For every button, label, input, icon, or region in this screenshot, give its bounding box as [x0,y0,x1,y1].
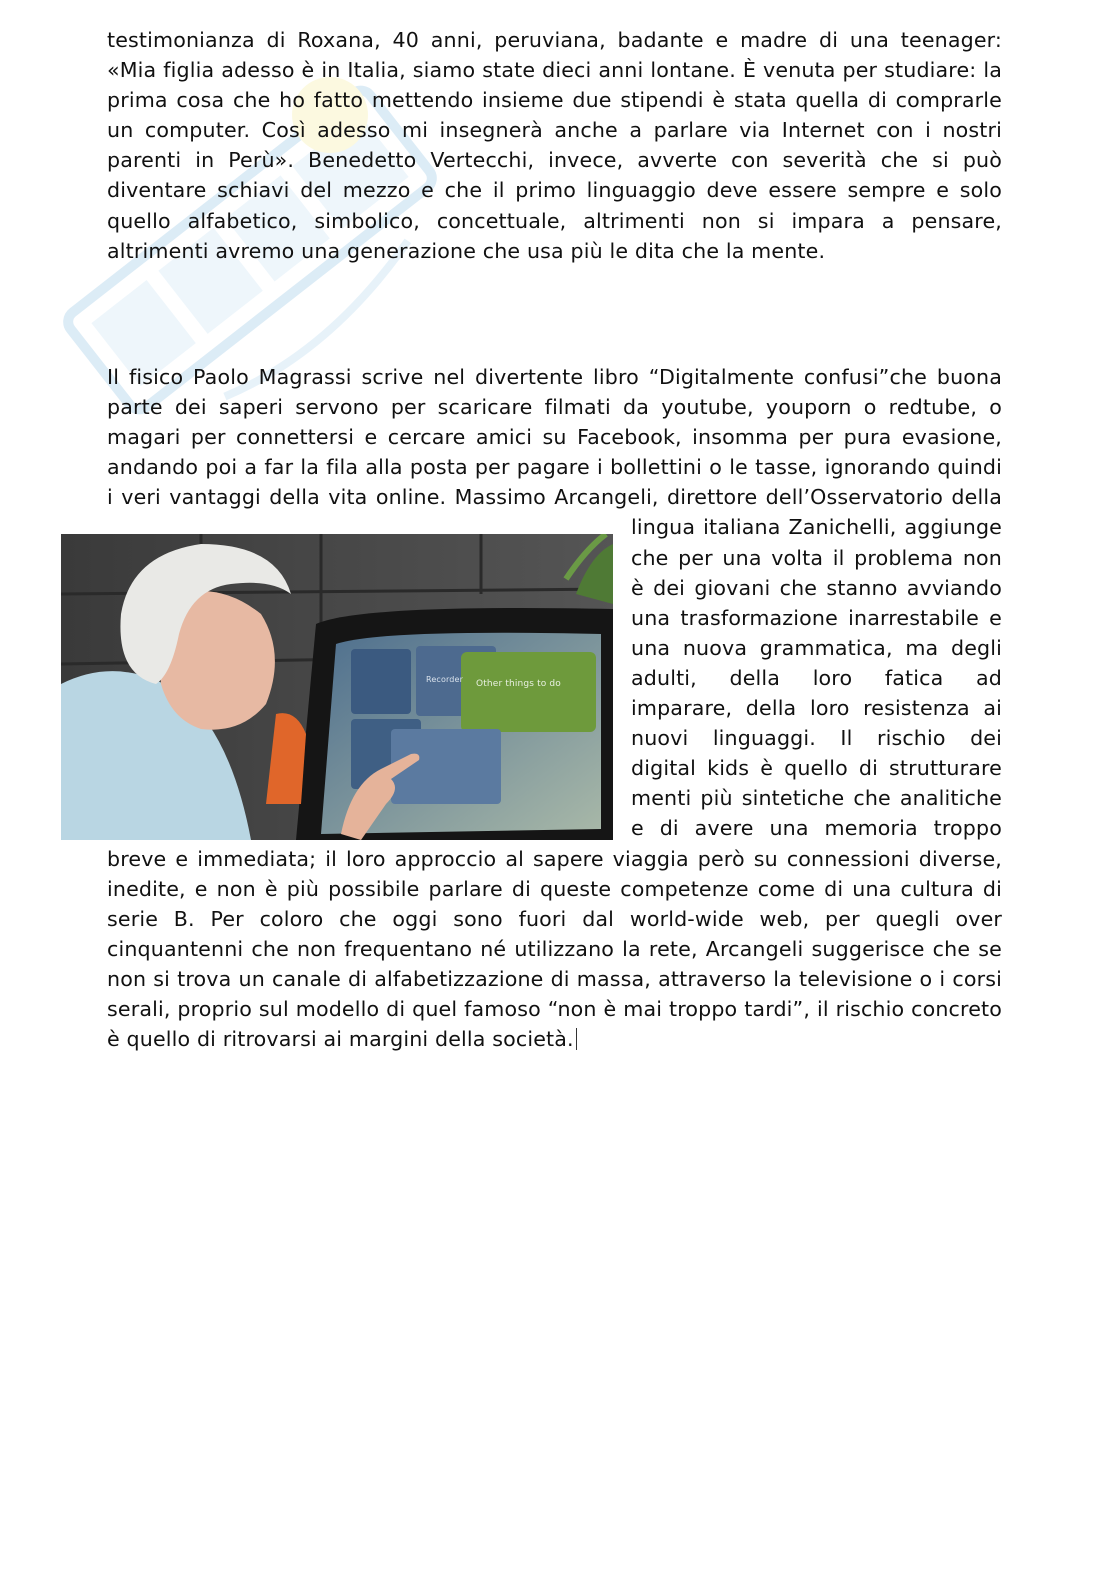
photo-illustration [61,534,613,840]
paragraph-1: testimonianza di Roxana, 40 anni, peruviana, badante e madre di una teenager: «Mia figlia adesso è in Italia, siamo state dieci anni lontane. È venuta per studiare: la prima cosa che ho fatto mettendo insieme due stipendi è stata quella di comprarle un computer. Così adesso mi insegnerà anche a parlare via Internet con i nostri parenti in Perù». Benedetto Vertecchi, invece, avverte con severità che si può diventare schiavi del mezzo e che il primo linguaggio deve essere sempre e solo quello alfabetico, simbolico, concettuale, altrimenti non si impara a pensare, altrimenti avremo una generazione che usa più le dita che la mente. [107,28,1002,263]
text-cursor [576,1028,577,1050]
screen-tile-1-label: Other things to do [476,679,561,690]
paragraph-2-part-1: Il fisico Paolo Magrassi scrive nel divertente libro “Digitalmente confusi”che buona parte dei saperi servono per scaricare filmati da youtube, youporn o redtube, o magari per connettersi e cercare amici su Facebook, insomma per pura evasione, andando poi a far la fila alla posta per pagare i bollettini o le tasse, ignorando quindi i veri vantaggi della vita online. Massimo Arcangeli, [107,365,1002,510]
photo-elderly-woman-touchscreen [61,534,613,840]
paragraph-2 [107,362,1002,1054]
paragraph-2-part-2: direttore dell’Osservatorio della lingua italiana Zanichelli, aggiunge che per una volta il problema non è dei giovani che stanno avviando una trasformazione inarrestabile e una nuova grammatica, ma degli adulti, della loro fatica ad imparare, della loro resistenza ai nuovi linguaggi. Il rischio dei digital kids è quello di strutturare menti più sintetiche che analitiche e di avere una memoria troppo breve e immediata; il loro approccio al sapere viaggia però su connessioni diverse, inedite, e non è più possibile parlare di queste competenze come di una cultura di serie B. Per coloro che oggi sono fuori dal world-wide web, per quegli over cinquantenni che non frequentano né utilizzano la rete, Arcangeli suggerisce che se non si trova un canale di alfabetizzazione di massa, attraverso la televisione o i corsi serali, proprio sul modello di quel famoso “non è mai troppo tardi”, il rischio concreto è quello di ritrovarsi ai margini della società. [107,485,1002,1052]
screen-tile-2-label: Recorder [426,675,464,685]
